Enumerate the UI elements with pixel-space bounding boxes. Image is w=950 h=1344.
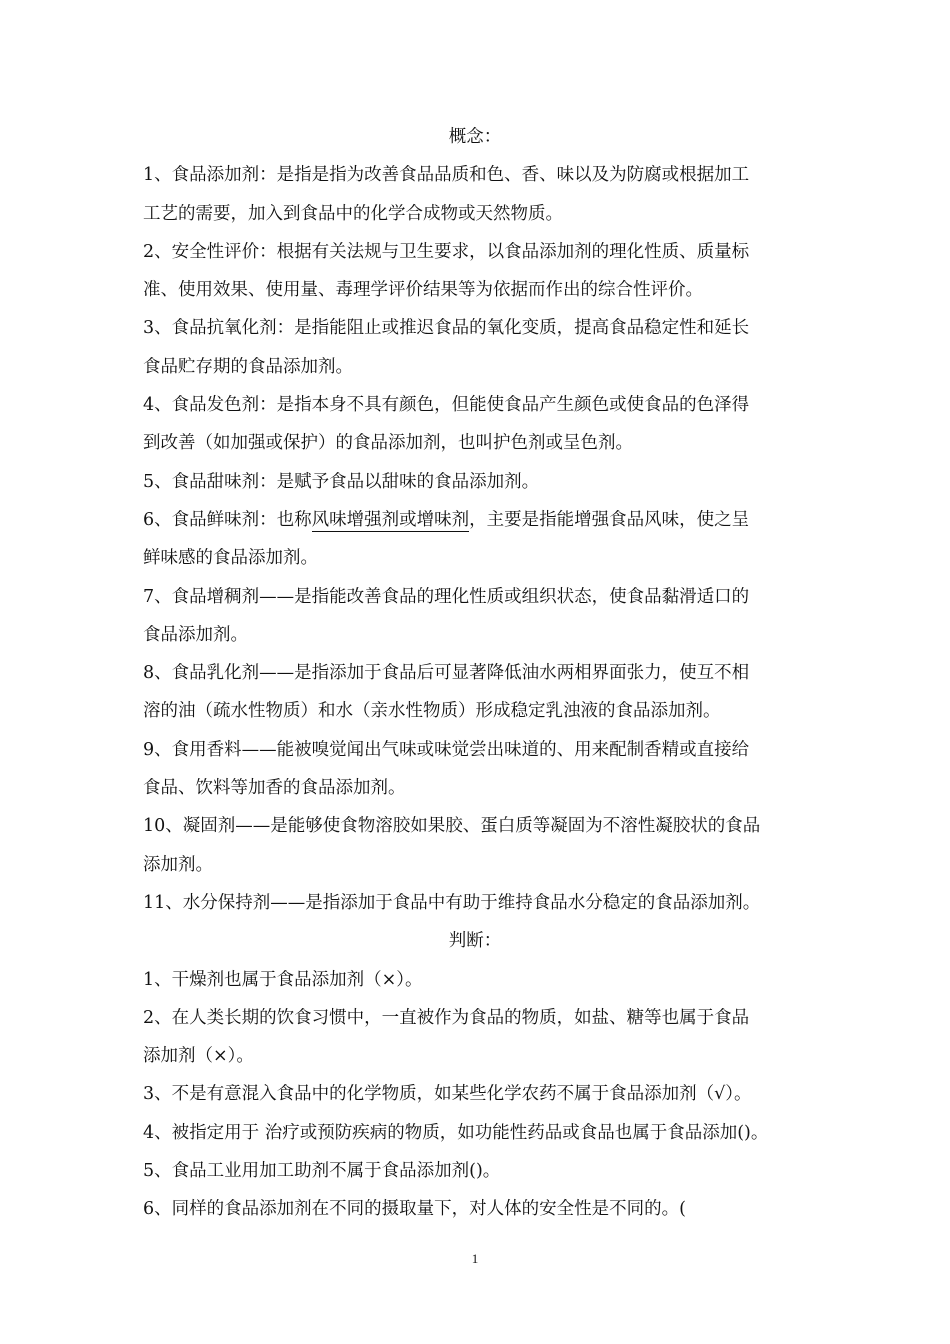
concept-11-line1: 11、水分保持剂——是指添加于食品中有助于维持食品水分稳定的食品添加剂。: [143, 892, 761, 913]
concept-8-line1: 8、食品乳化剂——是指添加于食品后可显著降低油水两相界面张力，使互不相: [143, 663, 750, 684]
concept-item: [143, 654, 807, 731]
document-body: [143, 118, 807, 1229]
judgment-1-line1: 1、干燥剂也属于食品添加剂（×）。: [143, 969, 423, 990]
judgment-item: [143, 961, 807, 999]
judgment-3-line1: 3、不是有意混入食品中的化学物质，如某些化学农药不属于食品添加剂（√）。: [143, 1084, 752, 1105]
concept-item: [143, 501, 807, 578]
judgments-heading: 判断：: [448, 931, 502, 952]
concept-6-line2: 鲜味感的食品添加剂。: [143, 548, 318, 569]
concept-10-line1: 10、凝固剂——是能够使食物溶胶如果胶、蛋白质等凝固为不溶性凝胶状的食品: [143, 816, 761, 837]
concepts-heading: 概念：: [448, 127, 502, 147]
concept-item: [143, 578, 807, 655]
concept-item: [143, 884, 807, 922]
concept-item: [143, 807, 807, 884]
judgment-item: [143, 1190, 807, 1228]
concept-4-line2: 到改善（如加强或保护）的食品添加剂，也叫护色剂或呈色剂。: [143, 433, 633, 454]
concept-8-line2: 溶的油（疏水性物质）和水（亲水性物质）形成稳定乳浊液的食品添加剂。: [143, 701, 721, 722]
concept-2-line1: 2、安全性评价：根据有关法规与卫生要求，以食品添加剂的理化性质、质量标: [143, 241, 750, 262]
concept-6-post: ，主要是指能增强食品风味，使之呈: [469, 509, 750, 530]
page-number: 1: [471, 1251, 479, 1266]
concept-9-line1: 9、食用香料——能被嗅觉闻出气味或味觉尝出味道的、用来配制香精或直接给: [143, 739, 750, 760]
judgment-item: [143, 1114, 807, 1152]
concept-5-line1: 5、食品甜味剂：是赋予食品以甜味的食品添加剂。: [143, 471, 540, 492]
judgment-4-line1: 4、被指定用于 治疗或预防疾病的物质，如功能性药品或食品也属于食品添加()。: [143, 1122, 769, 1143]
judgment-6-line1: 6、同样的食品添加剂在不同的摄取量下，对人体的安全性是不同的。(: [143, 1199, 686, 1220]
concept-item: [143, 731, 807, 808]
concept-item: [143, 386, 807, 463]
concept-item: [143, 233, 807, 310]
concept-6-pre: 6、食品鲜味剂：也称: [143, 509, 312, 530]
concept-item: [143, 309, 807, 386]
concept-7-line1: 7、食品增稠剂——是指能改善食品的理化性质或组织状态，使食品黏滑适口的: [143, 586, 750, 607]
concept-4-line1: 4、食品发色剂：是指本身不具有颜色，但能使食品产生颜色或使食品的色泽得: [143, 395, 750, 416]
concept-item: [143, 156, 807, 233]
concept-10-line2: 添加剂。: [143, 854, 213, 875]
concept-7-line2: 食品添加剂。: [143, 624, 248, 645]
concept-2-line2: 准、使用效果、使用量、毒理学评价结果等为依据而作出的综合性评价。: [143, 280, 703, 301]
judgment-2-line1: 2、在人类长期的饮食习惯中，一直被作为食品的物质，如盐、糖等也属于食品: [143, 1007, 750, 1028]
judgment-2-line2: 添加剂（×）。: [143, 1046, 254, 1067]
concept-6-underlined-term: 风味增强剂或增味剂: [311, 509, 470, 530]
concept-9-line2: 食品、饮料等加香的食品添加剂。: [143, 778, 406, 799]
concept-6-line1: [143, 501, 807, 539]
judgment-item: [143, 1075, 807, 1113]
concept-1-line1: 1、食品添加剂：是指是指为改善食品品质和色、香、味以及为防腐或根据加工: [143, 165, 750, 186]
judgment-item: [143, 999, 807, 1076]
concept-3-line2: 食品贮存期的食品添加剂。: [143, 356, 353, 377]
judgment-5-line1: 5、食品工业用加工助剂不属于食品添加剂()。: [143, 1161, 501, 1182]
concept-item: [143, 463, 807, 501]
concept-3-line1: 3、食品抗氧化剂：是指能阻止或推迟食品的氧化变质，提高食品稳定性和延长: [143, 318, 750, 339]
judgment-item: [143, 1152, 807, 1190]
concept-1-line2: 工艺的需要，加入到食品中的化学合成物或天然物质。: [143, 203, 563, 224]
